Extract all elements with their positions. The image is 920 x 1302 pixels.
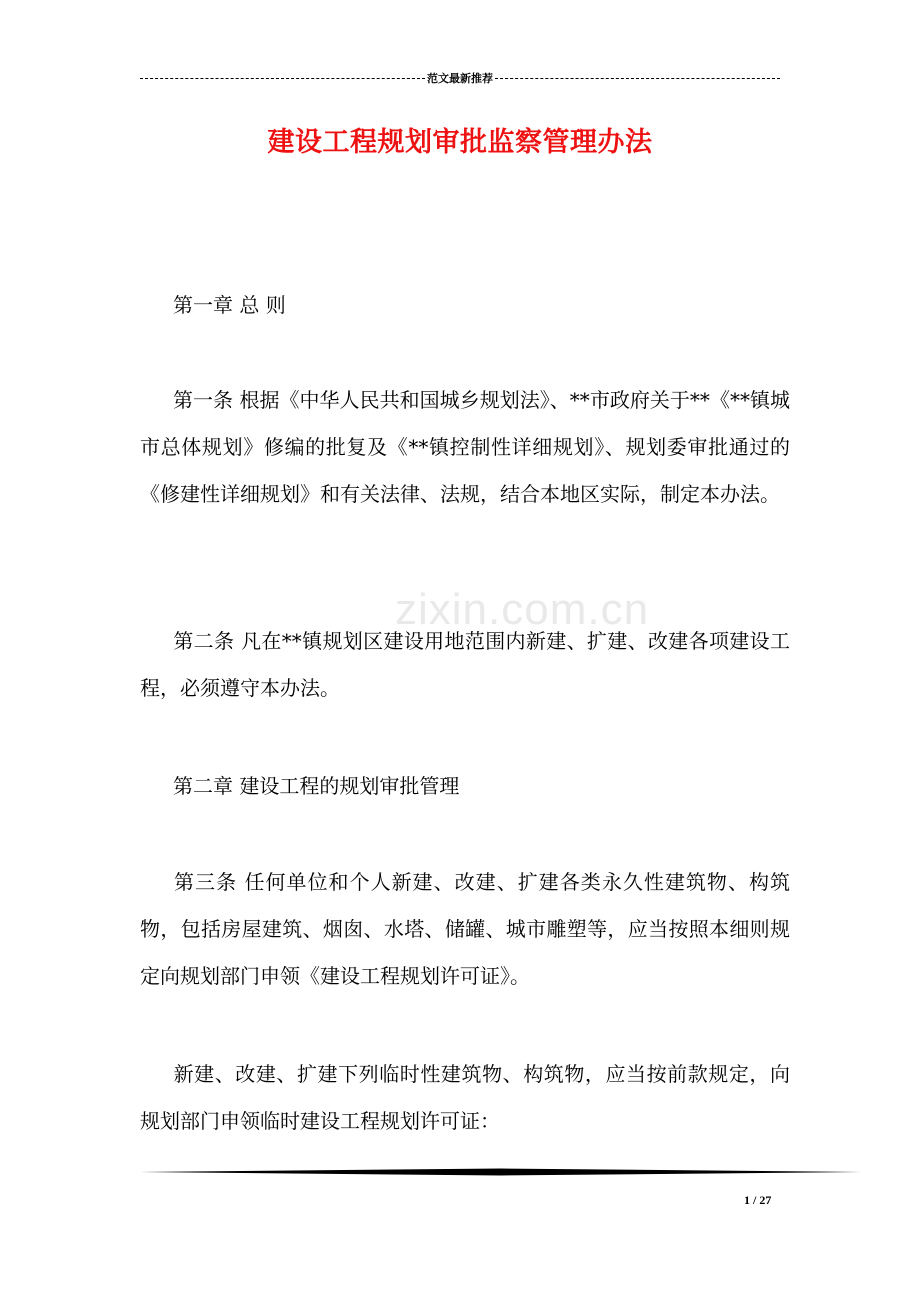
article-2: 第二条 凡在**镇规划区建设用地范围内新建、扩建、改建各项建设工程，必须遵守本办法。	[140, 629, 790, 700]
header-dash-right	[495, 78, 780, 79]
chapter-1-heading: 第一章 总 则	[173, 293, 286, 317]
document-title: 建设工程规划审批监察管理办法	[267, 127, 653, 158]
page-header	[140, 70, 780, 86]
article-1: 第一条 根据《中华人民共和国城乡规划法》、**市政府关于**《**镇城市总体规划》修编的批复及《**镇控制性详细规划》、规划委审批通过的《修建性详细规划》和有关法律、法规，结合本地区实际，制定本办法。	[140, 388, 790, 506]
page-number: 1 / 27	[744, 1193, 772, 1207]
article-3: 第三条 任何单位和个人新建、改建、扩建各类永久性建筑物、构筑物，包括房屋建筑、烟囱、水塔、储罐、城市雕塑等，应当按照本细则规定向规划部门申领《建设工程规划许可证》。	[140, 870, 790, 988]
chapter-2-heading: 第二章 建设工程的规划审批管理	[173, 774, 460, 798]
header-label: 范文最新推荐	[427, 73, 493, 85]
footer-rule	[140, 1168, 862, 1176]
watermark: zixin.com.cn	[395, 585, 650, 634]
article-3-paragraph-2: 新建、改建、扩建下列临时性建筑物、构筑物，应当按前款规定，向规划部门申领临时建设工程规划许可证：	[140, 1062, 790, 1133]
header-dash-left	[140, 78, 425, 79]
